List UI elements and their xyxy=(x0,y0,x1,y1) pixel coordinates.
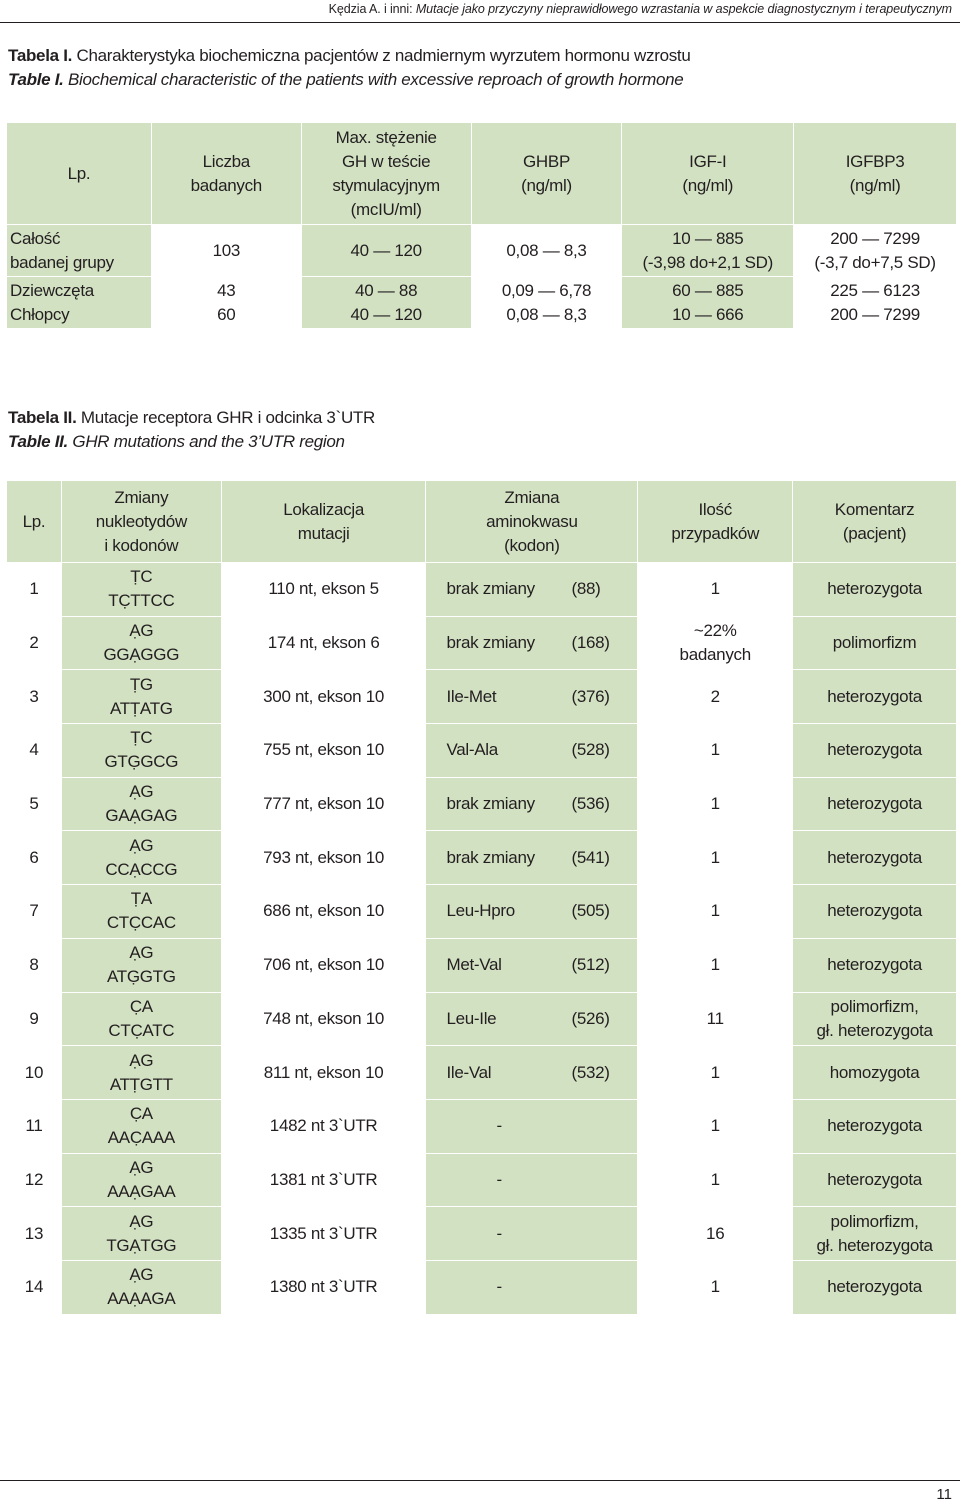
amino-acid-name: Met-Val xyxy=(446,955,502,975)
mutation-location: 300 nt, ekson 10 xyxy=(221,670,426,724)
mutation-location: 110 nt, ekson 5 xyxy=(221,563,426,617)
amino-acid-name: - xyxy=(496,1169,502,1189)
mutation-location: 1380 nt 3`UTR xyxy=(221,1260,426,1314)
amino-acid-name: Ile-Met xyxy=(446,686,497,706)
table1-cell: 40 — 120 xyxy=(301,225,471,277)
table2-row xyxy=(7,777,957,831)
mutation-location: 748 nt, ekson 10 xyxy=(221,992,426,1046)
patient-comment: polimorfizm, gł. heterozygota xyxy=(793,992,957,1046)
amino-acid-name: Val-Ala xyxy=(446,740,498,760)
nucleotide-change: ẠG GGẠGGG xyxy=(61,616,221,670)
case-count: 1 xyxy=(638,1099,793,1153)
table2-row xyxy=(7,616,957,670)
patient-comment: homozygota xyxy=(793,1046,957,1100)
amino-acid-change xyxy=(426,724,638,778)
amino-acid-change xyxy=(426,1260,638,1314)
nucleotide-change: C̣A CTC̣ATC xyxy=(61,992,221,1046)
table2-row xyxy=(7,1153,957,1207)
row-number: 5 xyxy=(7,777,62,831)
table1-header-cell: Lp. xyxy=(7,123,152,225)
amino-acid-change xyxy=(426,1207,638,1261)
table2-header-cell: Zmiana aminokwasu (kodon) xyxy=(426,481,638,563)
case-count: 1 xyxy=(638,724,793,778)
nucleotide-change: ẠG GAẠGAG xyxy=(61,777,221,831)
amino-acid-change xyxy=(426,563,638,617)
amino-acid-change xyxy=(426,938,638,992)
table1-cell: 43 60 xyxy=(151,277,301,329)
patient-comment: heterozygota xyxy=(793,1260,957,1314)
amino-acid-change xyxy=(426,777,638,831)
nucleotide-change: ẠG AAẠGAA xyxy=(61,1153,221,1207)
patient-comment: heterozygota xyxy=(793,938,957,992)
case-count: 16 xyxy=(638,1207,793,1261)
mutation-location: 1482 nt 3`UTR xyxy=(221,1099,426,1153)
nucleotide-change: ẠG AAẠAGA xyxy=(61,1260,221,1314)
row-number: 8 xyxy=(7,938,62,992)
case-count: 1 xyxy=(638,831,793,885)
amino-acid-change xyxy=(426,992,638,1046)
nucleotide-change: ṬC TC̣TTCC xyxy=(61,563,221,617)
table2-caption-en-text: GHR mutations and the 3’UTR region xyxy=(67,432,345,451)
table1-caption-en-text: Biochemical characteristic of the patients with excessive reproach of growth hormone xyxy=(63,70,684,89)
table2-row xyxy=(7,1046,957,1100)
mutation-location: 686 nt, ekson 10 xyxy=(221,885,426,939)
table2-header-cell: Zmiany nukleotydów i kodonów xyxy=(61,481,221,563)
page-number: 11 xyxy=(936,1486,952,1503)
codon-number: (505) xyxy=(571,901,610,921)
table1-header-cell: Liczba badanych xyxy=(151,123,301,225)
table1-cell: 225 — 6123 200 — 7299 xyxy=(794,277,957,329)
table2 xyxy=(6,480,957,1315)
table1-label-en: Table I. xyxy=(8,70,64,89)
codon-number: (526) xyxy=(571,1008,610,1028)
table1-header-cell: IGF-I (ng/ml) xyxy=(622,123,794,225)
mutation-location: 706 nt, ekson 10 xyxy=(221,938,426,992)
patient-comment: heterozygota xyxy=(793,1153,957,1207)
patient-comment: polimorfizm xyxy=(793,616,957,670)
table1-caption-en xyxy=(8,68,683,92)
footer-rule xyxy=(0,1480,960,1481)
table1-row xyxy=(7,225,957,277)
mutation-location: 1381 nt 3`UTR xyxy=(221,1153,426,1207)
table2-row xyxy=(7,831,957,885)
mutation-location: 811 nt, ekson 10 xyxy=(221,1046,426,1100)
mutation-location: 1335 nt 3`UTR xyxy=(221,1207,426,1261)
amino-acid-change xyxy=(426,670,638,724)
nucleotide-change: ẠG ATṬGTT xyxy=(61,1046,221,1100)
table2-header-cell: Lokalizacja mutacji xyxy=(221,481,426,563)
case-count: 1 xyxy=(638,938,793,992)
nucleotide-change: ẠG CCẠCCG xyxy=(61,831,221,885)
patient-comment: heterozygota xyxy=(793,563,957,617)
table2-caption-en xyxy=(8,430,345,454)
table2-row xyxy=(7,670,957,724)
patient-comment: heterozygota xyxy=(793,885,957,939)
case-count: 1 xyxy=(638,563,793,617)
codon-number: (541) xyxy=(571,847,610,867)
codon-number: (512) xyxy=(571,955,610,975)
table1-label: Tabela I. xyxy=(8,46,73,65)
running-head-authors: Kędzia A. i inni: xyxy=(328,2,416,16)
amino-acid-name: Leu-Hpro xyxy=(446,901,515,921)
table2-row xyxy=(7,724,957,778)
amino-acid-name: - xyxy=(496,1223,502,1243)
table2-header-row xyxy=(7,481,957,563)
row-number: 1 xyxy=(7,563,62,617)
table2-row xyxy=(7,992,957,1046)
running-head-title: Mutacje jako przyczyny nieprawidłowego wzrastania w aspekcie diagnostycznym i terapeutycznym xyxy=(415,2,952,16)
nucleotide-change: ṬG ATṬATG xyxy=(61,670,221,724)
amino-acid-name: brak zmiany xyxy=(446,579,535,599)
table1 xyxy=(6,122,957,329)
patient-comment: heterozygota xyxy=(793,724,957,778)
table2-row xyxy=(7,938,957,992)
nucleotide-change: ṬC GTG̣GCG xyxy=(61,724,221,778)
row-number: 10 xyxy=(7,1046,62,1100)
table1-cell: Całość badanej grupy xyxy=(7,225,152,277)
mutation-location: 755 nt, ekson 10 xyxy=(221,724,426,778)
case-count: 2 xyxy=(638,670,793,724)
table1-cell: 10 — 885 (-3,98 do+2,1 SD) xyxy=(622,225,794,277)
table1-cell: Dziewczęta Chłopcy xyxy=(7,277,152,329)
row-number: 13 xyxy=(7,1207,62,1261)
row-number: 9 xyxy=(7,992,62,1046)
table2-label: Tabela II. xyxy=(8,408,77,427)
amino-acid-name: brak zmiany xyxy=(446,847,535,867)
amino-acid-change xyxy=(426,1046,638,1100)
case-count: 11 xyxy=(638,992,793,1046)
table1-caption-text: Charakterystyka biochemiczna pacjentów z nadmiernym wyrzutem hormonu wzrostu xyxy=(72,46,691,65)
nucleotide-change: ṬA CTC̣CAC xyxy=(61,885,221,939)
amino-acid-name: brak zmiany xyxy=(446,794,535,814)
amino-acid-name: Ile-Val xyxy=(446,1062,492,1082)
header-rule xyxy=(0,22,960,23)
running-head xyxy=(329,2,952,16)
row-number: 4 xyxy=(7,724,62,778)
codon-number: (532) xyxy=(571,1062,610,1082)
codon-number: (88) xyxy=(571,579,601,599)
codon-number: (168) xyxy=(571,633,610,653)
table2-row xyxy=(7,563,957,617)
table2-row xyxy=(7,1260,957,1314)
case-count: 1 xyxy=(638,885,793,939)
table2-caption-text: Mutacje receptora GHR i odcinka 3`UTR xyxy=(76,408,375,427)
table2-row xyxy=(7,885,957,939)
mutation-location: 777 nt, ekson 10 xyxy=(221,777,426,831)
mutation-location: 793 nt, ekson 10 xyxy=(221,831,426,885)
nucleotide-change: C̣A AAC̣AAA xyxy=(61,1099,221,1153)
mutation-location: 174 nt, ekson 6 xyxy=(221,616,426,670)
patient-comment: heterozygota xyxy=(793,831,957,885)
row-number: 3 xyxy=(7,670,62,724)
patient-comment: heterozygota xyxy=(793,777,957,831)
table1-cell: 103 xyxy=(151,225,301,277)
amino-acid-name: - xyxy=(496,1116,502,1136)
table2-header-cell: Ilość przypadków xyxy=(638,481,793,563)
table1-cell: 0,08 — 8,3 xyxy=(471,225,622,277)
amino-acid-change xyxy=(426,1099,638,1153)
table1-header-row xyxy=(7,123,957,225)
table1-row xyxy=(7,277,957,329)
table2-header-cell: Lp. xyxy=(7,481,62,563)
codon-number: (536) xyxy=(571,794,610,814)
table2-caption-pl xyxy=(8,406,375,430)
amino-acid-name: - xyxy=(496,1277,502,1297)
case-count: 1 xyxy=(638,1046,793,1100)
table1-cell: 40 — 88 40 — 120 xyxy=(301,277,471,329)
table1-cell: 60 — 885 10 — 666 xyxy=(622,277,794,329)
table1-header-cell: GHBP (ng/ml) xyxy=(471,123,622,225)
patient-comment: heterozygota xyxy=(793,1099,957,1153)
case-count: ~22% badanych xyxy=(638,616,793,670)
patient-comment: polimorfizm, gł. heterozygota xyxy=(793,1207,957,1261)
patient-comment: heterozygota xyxy=(793,670,957,724)
row-number: 2 xyxy=(7,616,62,670)
table1-header-cell: IGFBP3 (ng/ml) xyxy=(794,123,957,225)
table1-header-cell: Max. stężenie GH w teście stymulacyjnym (mcIU/ml) xyxy=(301,123,471,225)
amino-acid-name: Leu-Ile xyxy=(446,1008,497,1028)
amino-acid-change xyxy=(426,616,638,670)
table2-label-en: Table II. xyxy=(8,432,68,451)
codon-number: (528) xyxy=(571,740,610,760)
nucleotide-change: ẠG ATG̣GTG xyxy=(61,938,221,992)
row-number: 7 xyxy=(7,885,62,939)
nucleotide-change: ẠG TGẠTGG xyxy=(61,1207,221,1261)
row-number: 12 xyxy=(7,1153,62,1207)
codon-number: (376) xyxy=(571,686,610,706)
case-count: 1 xyxy=(638,1153,793,1207)
table2-row xyxy=(7,1099,957,1153)
case-count: 1 xyxy=(638,777,793,831)
case-count: 1 xyxy=(638,1260,793,1314)
table1-cell: 200 — 7299 (-3,7 do+7,5 SD) xyxy=(794,225,957,277)
amino-acid-change xyxy=(426,831,638,885)
amino-acid-name: brak zmiany xyxy=(446,633,535,653)
table2-row xyxy=(7,1207,957,1261)
row-number: 11 xyxy=(7,1099,62,1153)
row-number: 6 xyxy=(7,831,62,885)
amino-acid-change xyxy=(426,1153,638,1207)
table2-header-cell: Komentarz (pacjent) xyxy=(793,481,957,563)
table1-cell: 0,09 — 6,78 0,08 — 8,3 xyxy=(471,277,622,329)
row-number: 14 xyxy=(7,1260,62,1314)
amino-acid-change xyxy=(426,885,638,939)
table1-caption-pl xyxy=(8,44,691,68)
